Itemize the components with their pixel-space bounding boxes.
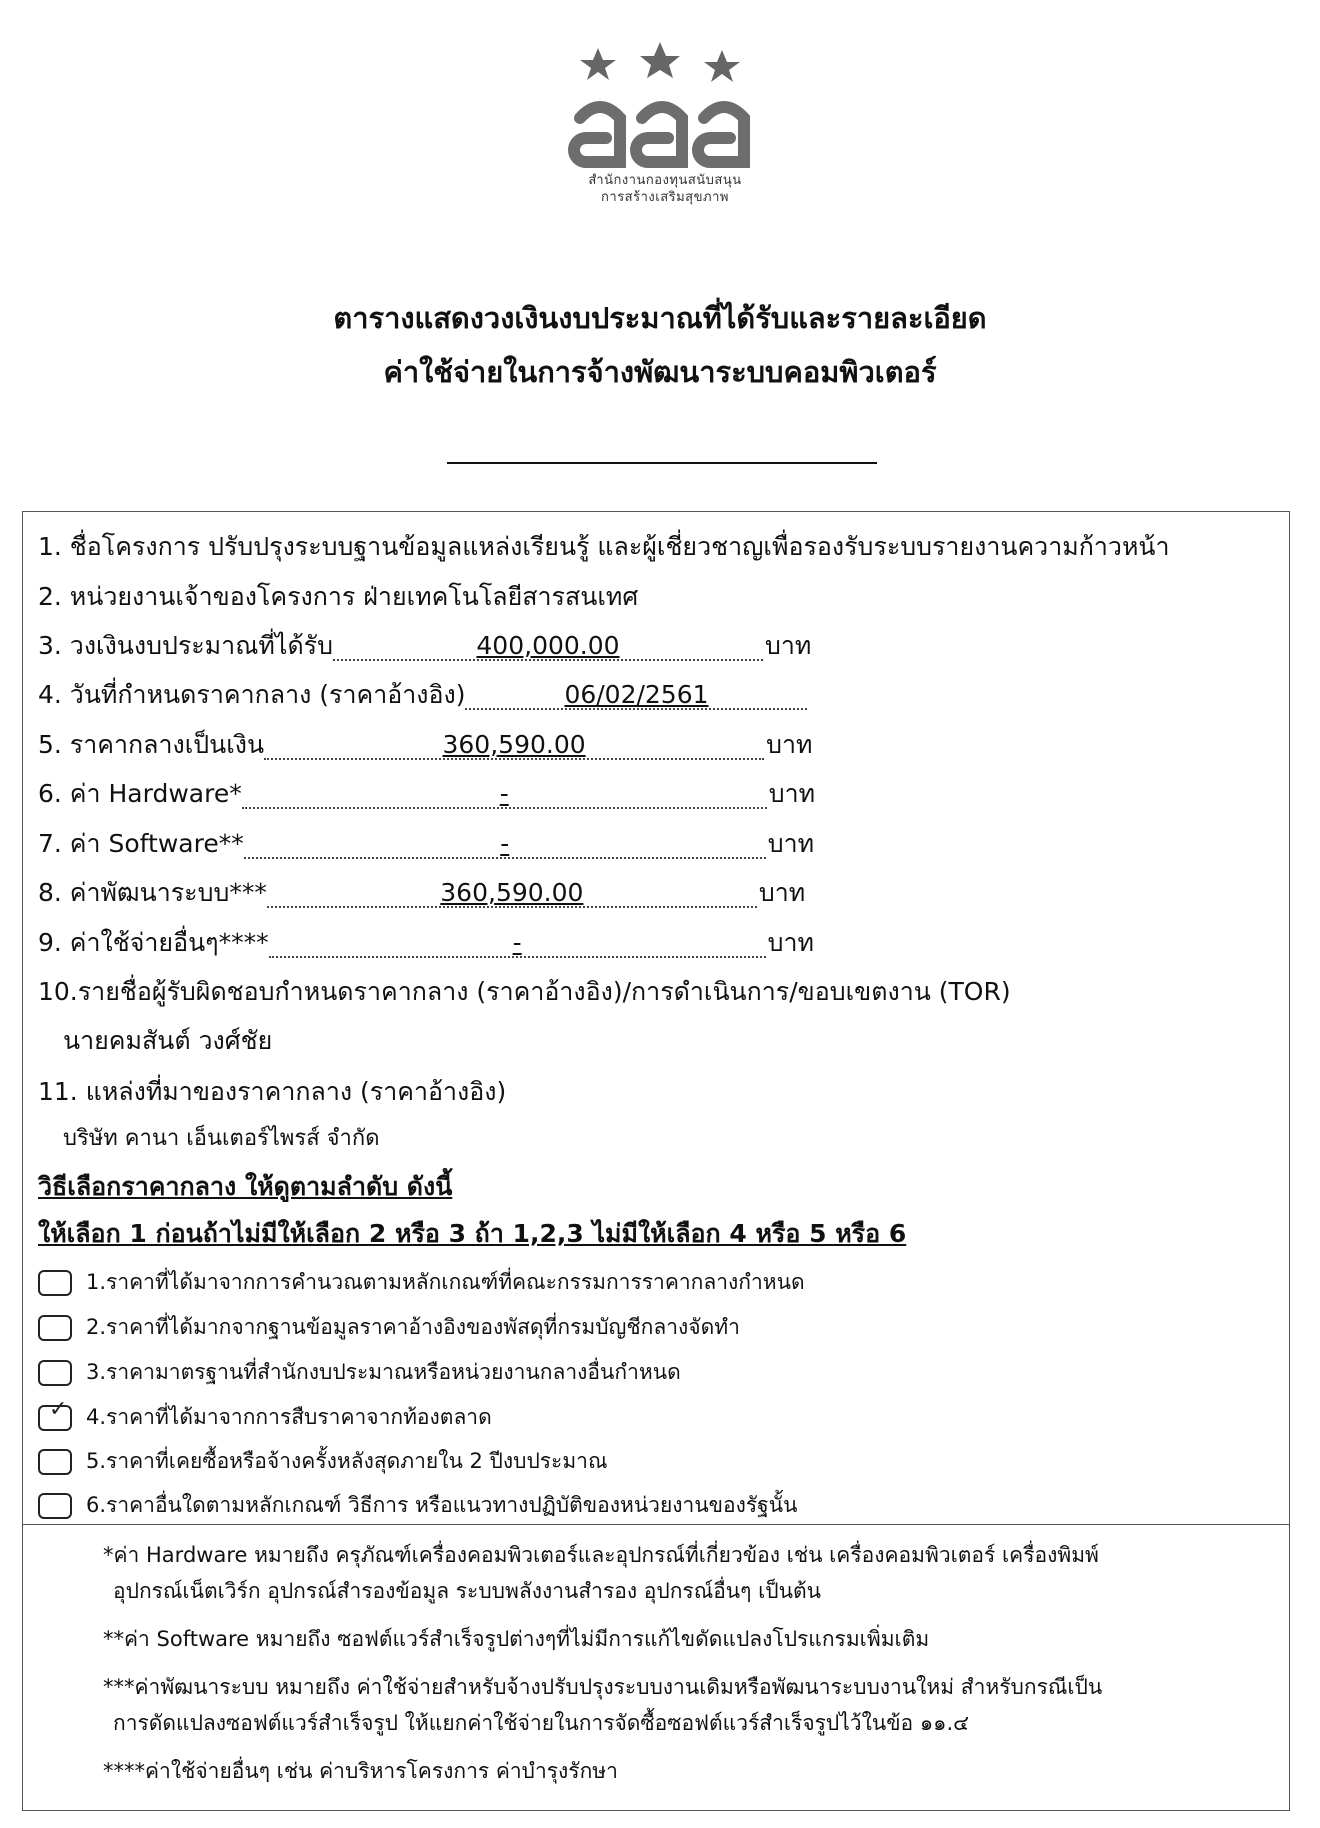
method-option-1-checkbox[interactable]	[38, 1270, 72, 1296]
item-other-costs-unit: บาท	[767, 928, 814, 957]
method-option-6	[38, 1490, 797, 1520]
item-reference-date-value: 06/02/2561	[564, 680, 709, 709]
method-option-1-label: 1.ราคาที่ได้มาจากการคำนวณตามหลักเกณฑ์ที่คณะกรรมการราคากลางกำหนด	[86, 1270, 805, 1294]
method-option-3-checkbox[interactable]	[38, 1360, 72, 1386]
item-hardware	[38, 777, 815, 811]
footnote-divider	[23, 1524, 1289, 1525]
item-reference-date-label: 4. วันที่กำหนดราคากลาง (ราคาอ้างอิง)	[38, 680, 466, 709]
method-option-2	[38, 1312, 740, 1342]
item-other-costs-value: -	[512, 928, 522, 957]
footnote-development-1: ***ค่าพัฒนาระบบ หมายถึง ค่าใช้จ่ายสำหรับจ้างปรับปรุงระบบงานเดิมหรือพัฒนาระบบงานใหม่ สำหรับกรณีเป็น	[103, 1675, 1103, 1699]
method-heading: วิธีเลือกราคากลาง ให้ดูตามลำดับ ดังนี้	[38, 1172, 453, 1201]
budget-details-box	[22, 511, 1290, 1811]
item-budget-unit: บาท	[764, 631, 812, 660]
item-budget-value-field	[333, 629, 763, 661]
method-option-1	[38, 1267, 805, 1297]
footnote-hardware-2: อุปกรณ์เน็ตเวิร์ก อุปกรณ์สำรองข้อมูล ระบบพลังงานสำรอง อุปกรณ์อื่นๆ เป็นต้น	[113, 1579, 821, 1603]
item-other-costs-label: 9. ค่าใช้จ่ายอื่นๆ****	[38, 928, 269, 957]
method-option-6-checkbox[interactable]	[38, 1493, 72, 1519]
item-hardware-value: -	[499, 779, 509, 808]
method-option-4	[38, 1397, 492, 1432]
item-other-costs-field	[269, 926, 766, 958]
item-median-price-field	[264, 728, 764, 760]
method-option-6-label: 6.ราคาอื่นใดตามหลักเกณฑ์ วิธีการ หรือแนวทางปฏิบัติของหน่วยงานของรัฐนั้น	[86, 1493, 798, 1517]
document-title-line2: ค่าใช้จ่ายในการจ้างพัฒนาระบบคอมพิวเตอร์	[383, 355, 937, 389]
item-development-value: 360,590.00	[440, 878, 584, 907]
item-price-source-value: บริษัท คานา เอ็นเตอร์ไพรส์ จำกัด	[63, 1126, 380, 1151]
logo-graphic	[560, 38, 770, 178]
item-responsible-person: นายคมสันต์ วงศ์ชัย	[63, 1026, 273, 1055]
item-development-unit: บาท	[758, 878, 806, 907]
title-underline	[447, 462, 877, 464]
item-other-costs	[38, 926, 814, 960]
item-software-field	[244, 827, 766, 859]
method-option-2-checkbox[interactable]	[38, 1315, 72, 1341]
check-mark-icon: ✓	[49, 1397, 68, 1422]
item-hardware-label: 6. ค่า Hardware*	[38, 779, 242, 808]
item-development-label: 8. ค่าพัฒนาระบบ***	[38, 878, 267, 907]
item-project-owner: 2. หน่วยงานเจ้าของโครงการ ฝ่ายเทคโนโลยีสารสนเทศ	[38, 582, 639, 611]
item-software-label: 7. ค่า Software**	[38, 829, 244, 858]
item-reference-date	[38, 678, 807, 712]
footnote-other-costs: ****ค่าใช้จ่ายอื่นๆ เช่น ค่าบริหารโครงการ ค่าบำรุงรักษา	[103, 1759, 618, 1783]
item-budget-value: 400,000.00	[476, 631, 620, 660]
item-software	[38, 827, 814, 861]
item-price-source-label: 11. แหล่งที่มาของราคากลาง (ราคาอ้างอิง)	[38, 1077, 507, 1106]
item-median-price-value: 360,590.00	[442, 730, 586, 759]
item-software-value: -	[500, 829, 510, 858]
logo-org-line1: สำนักงานกองทุนสนับสนุน	[588, 173, 742, 188]
organization-logo	[560, 38, 770, 213]
method-option-5	[38, 1446, 607, 1476]
document-title-line1: ตารางแสดงวงเงินงบประมาณที่ได้รับและรายละเอียด	[333, 301, 987, 335]
method-option-3	[38, 1357, 681, 1387]
item-reference-date-field	[465, 678, 807, 710]
method-instruction: ให้เลือก 1 ก่อนถ้าไม่มีให้เลือก 2 หรือ 3 ถ้า 1,2,3 ไม่มีให้เลือก 4 หรือ 5 หรือ 6	[38, 1219, 907, 1248]
method-option-5-label: 5.ราคาที่เคยซื้อหรือจ้างครั้งหลังสุดภายใน 2 ปีงบประมาณ	[86, 1449, 608, 1473]
method-option-3-label: 3.ราคามาตรฐานที่สำนักงบประมาณหรือหน่วยงานกลางอื่นกำหนด	[86, 1360, 681, 1384]
method-option-4-label: 4.ราคาที่ได้มาจากการสืบราคาจากท้องตลาด	[86, 1405, 492, 1429]
item-project-name: 1. ชื่อโครงการ ปรับปรุงระบบฐานข้อมูลแหล่งเรียนรู้ และผู้เชี่ยวชาญเพื่อรองรับระบบรายงานความก้าวหน้า	[38, 532, 1170, 561]
item-responsible-label: 10.รายชื่อผู้รับผิดชอบกำหนดราคากลาง (ราคาอ้างอิง)/การดำเนินการ/ขอบเขตงาน (TOR)	[38, 977, 1011, 1006]
method-option-5-checkbox[interactable]	[38, 1449, 72, 1475]
item-median-price-label: 5. ราคากลางเป็นเงิน	[38, 730, 265, 759]
method-option-2-label: 2.ราคาที่ได้มากจากฐานข้อมูลราคาอ้างอิงของพัสดุที่กรมบัญชีกลางจัดทำ	[86, 1315, 740, 1339]
item-development-field	[267, 876, 757, 908]
footnote-hardware-1: *ค่า Hardware หมายถึง ครุภัณฑ์เครื่องคอมพิวเตอร์และอุปกรณ์ที่เกี่ยวข้อง เช่น เครื่องคอมพิวเตอร์ เครื่องพิมพ์	[103, 1543, 1099, 1567]
footnote-software: **ค่า Software หมายถึง ซอฟต์แวร์สำเร็จรูปต่างๆที่ไม่มีการแก้ไขดัดแปลงโปรแกรมเพิ่มเติม	[103, 1627, 930, 1651]
item-budget	[38, 629, 811, 663]
item-budget-label: 3. วงเงินงบประมาณที่ได้รับ	[38, 631, 333, 660]
item-hardware-field	[242, 777, 767, 809]
item-software-unit: บาท	[767, 829, 815, 858]
item-development	[38, 876, 805, 910]
method-option-4-checkbox[interactable]	[38, 1397, 72, 1431]
item-median-price-unit: บาท	[766, 730, 813, 759]
item-median-price	[38, 728, 812, 762]
logo-org-line2: การสร้างเสริมสุขภาพ	[601, 190, 729, 205]
footnote-development-2: การดัดแปลงซอฟต์แวร์สำเร็จรูป ให้แยกค่าใช้จ่ายในการจัดซื้อซอฟต์แวร์สำเร็จรูปไว้ในข้อ ๑๑.๔	[113, 1711, 970, 1735]
item-hardware-unit: บาท	[768, 779, 816, 808]
